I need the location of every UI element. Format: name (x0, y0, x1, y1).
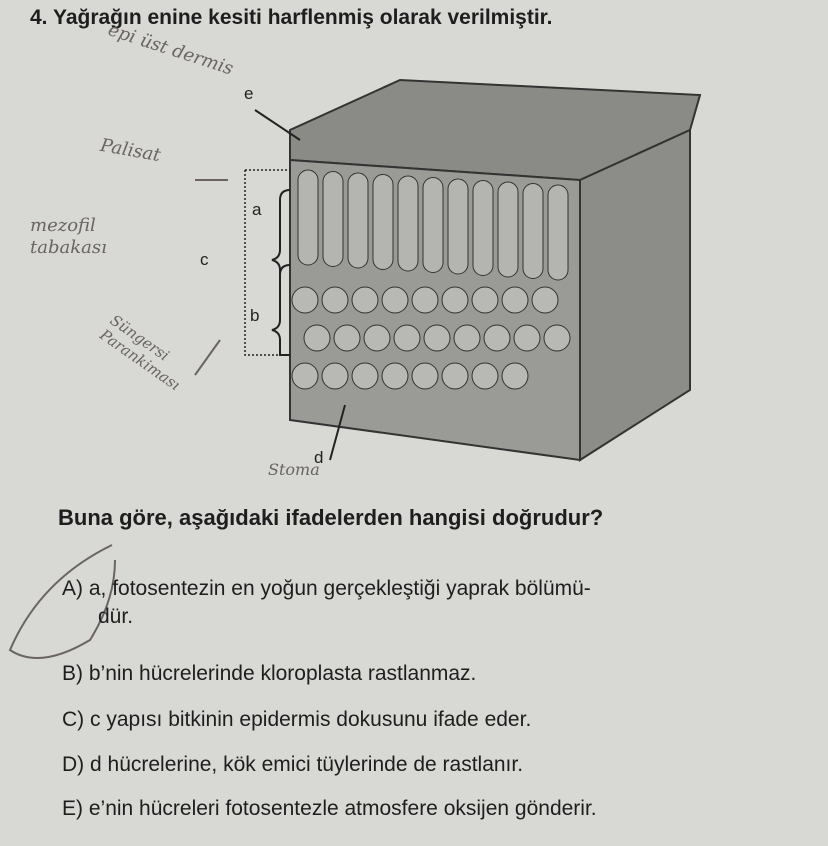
spongy-cell (472, 287, 498, 313)
spongy-cell (364, 325, 390, 351)
palisade-cell (423, 178, 443, 273)
spongy-cell (532, 287, 558, 313)
spongy-cell (334, 325, 360, 351)
option-d[interactable] (62, 751, 523, 779)
option-letter: E) (62, 797, 83, 820)
palisade-cell (523, 184, 543, 279)
spongy-cell (304, 325, 330, 351)
option-text: b’nin hücrelerinde kloroplasta rastlanmaz. (88, 662, 477, 685)
spongy-cell (292, 363, 318, 389)
spongy-cell (412, 363, 438, 389)
option-letter: C) (62, 708, 85, 731)
option-letter: D) (62, 753, 85, 776)
option-e[interactable] (62, 795, 597, 823)
handwritten-stoma: Stoma (268, 460, 320, 479)
option-text: a, fotosentezin en yoğun gerçekleştiği yaprak bölümü- (88, 577, 591, 600)
spongy-cell (502, 287, 528, 313)
handwritten-spongy: Süngersi Parankiması (96, 310, 184, 395)
option-b[interactable] (62, 660, 476, 688)
label-b: b (250, 306, 260, 325)
spongy-cell (322, 363, 348, 389)
spongy-cell (544, 325, 570, 351)
palisade-cell (348, 173, 368, 268)
palisade-cell (473, 181, 493, 276)
spongy-cells (292, 287, 570, 389)
spongy-cell (472, 363, 498, 389)
spongy-cell (382, 287, 408, 313)
spongy-cell (454, 325, 480, 351)
spongy-cell (424, 325, 450, 351)
label-e: e (244, 84, 254, 103)
spongy-cell (442, 287, 468, 313)
spongy-cell (352, 287, 378, 313)
option-letter: A) (62, 577, 83, 600)
spongy-cell (394, 325, 420, 351)
option-a[interactable] (62, 575, 591, 631)
question-title: 4. Yağrağın enine kesiti harflenmiş olarak verilmiştir. (30, 6, 553, 29)
side-face (580, 130, 690, 460)
palisade-cell (298, 170, 318, 265)
palisade-cell (548, 185, 568, 280)
option-text: c yapısı bitkinin epidermis dokusunu ifade eder. (90, 708, 532, 731)
option-text: d hücrelerine, kök emici tüylerinde de rastlanır. (90, 753, 524, 776)
spongy-cell (322, 287, 348, 313)
spongy-cell (502, 363, 528, 389)
palisade-cell (448, 179, 468, 274)
bracket-b (272, 265, 290, 355)
spongy-cell (292, 287, 318, 313)
spongy-cell (484, 325, 510, 351)
handwritten-mesophyll: mezofil tabakası (30, 215, 107, 258)
question-prompt: Buna göre, aşağıdaki ifadelerden hangisi doğrudur? (58, 505, 604, 530)
handwritten-palisade: Palisat (98, 134, 163, 167)
label-c: c (200, 250, 209, 269)
option-text-cont: dür. (98, 605, 134, 628)
palisade-cell (323, 172, 343, 267)
spongy-cell (412, 287, 438, 313)
label-a: a (252, 200, 262, 219)
option-c[interactable] (62, 706, 531, 734)
palisade-cells (298, 170, 568, 280)
handwritten-epidermis: epi üst dermis (105, 19, 236, 80)
spongy-cell (442, 363, 468, 389)
arrow-e (255, 110, 300, 140)
label-d: d (314, 448, 324, 467)
spongy-cell (514, 325, 540, 351)
option-text: e’nin hücreleri fotosentezle atmosfere oksijen gönderir. (88, 797, 597, 820)
palisade-cell (398, 176, 418, 271)
spongy-cell (352, 363, 378, 389)
palisade-cell (373, 175, 393, 270)
option-letter: B) (62, 662, 83, 685)
palisade-cell (498, 182, 518, 277)
spongy-cell (382, 363, 408, 389)
